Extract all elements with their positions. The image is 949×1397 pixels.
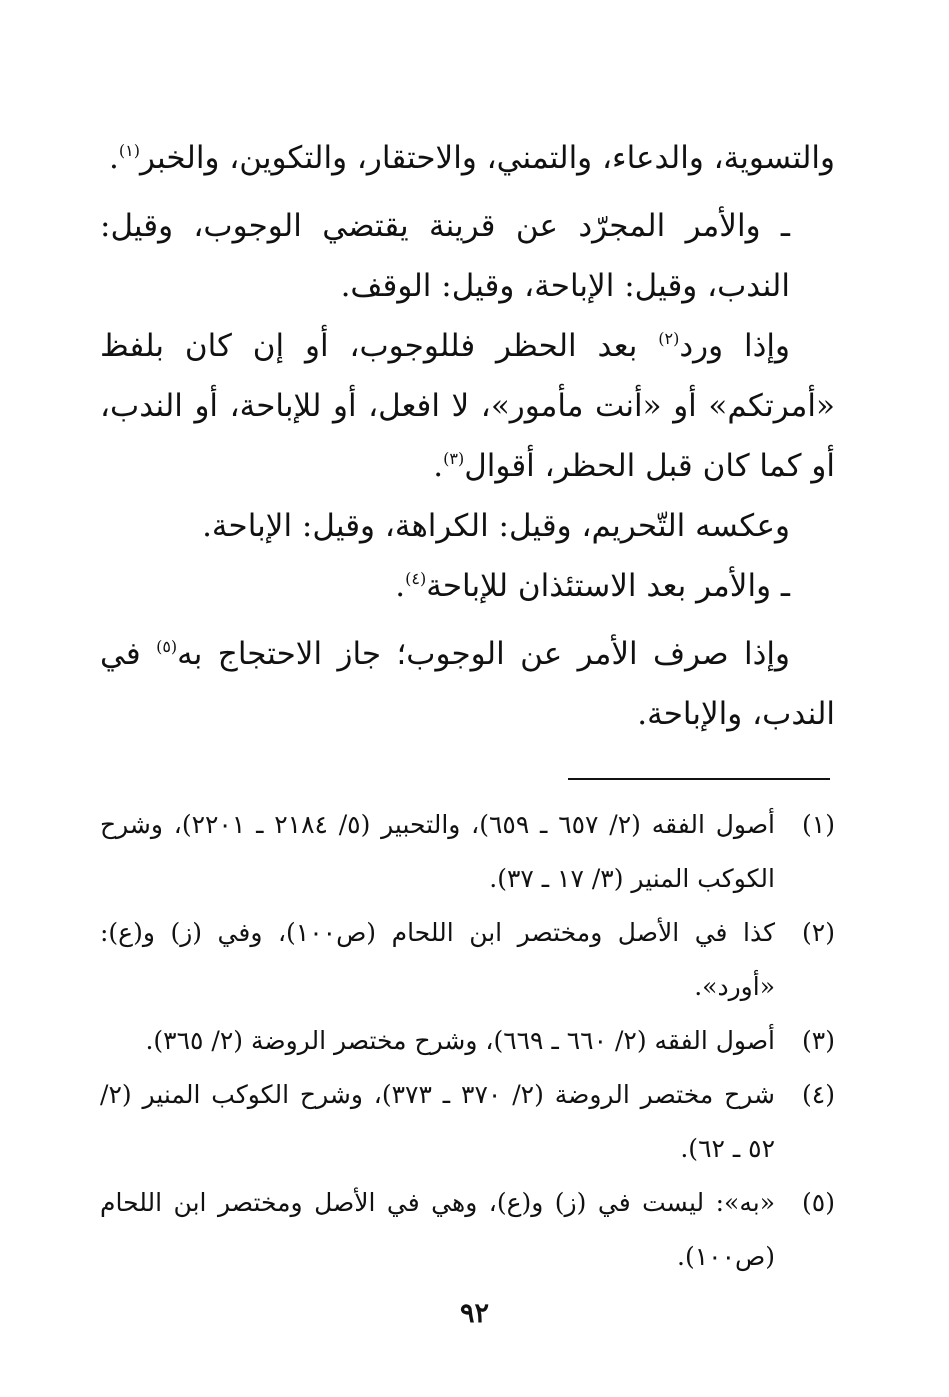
footnote-text: أصول الفقه (٢/ ٦٦٠ ـ ٦٦٩)، وشرح مختصر الروضة (٢/ ٣٦٥). — [145, 1026, 775, 1055]
paragraph-5 — [100, 556, 835, 616]
footnote-number: (٢) — [802, 918, 835, 947]
footnote-number: (٤) — [802, 1080, 835, 1109]
footnote-ref-4[interactable]: (٤) — [405, 569, 427, 588]
paragraph-2 — [100, 196, 835, 316]
paragraph-6 — [100, 624, 835, 744]
p6-text-b: في الندب، والإباحة. — [100, 636, 835, 732]
p3-text-a: وإذا ورد — [679, 328, 790, 364]
footnote-1 — [100, 798, 835, 906]
footnote-text: كذا في الأصل ومختصر ابن اللحام (ص١٠٠)، وفي (ز) و(ع): «أورد». — [100, 918, 775, 1001]
footnote-2 — [100, 906, 835, 1014]
footnote-number: (١) — [802, 810, 835, 839]
p5-end: . — [395, 568, 406, 604]
footnote-number: (٥) — [802, 1188, 835, 1217]
footnote-ref-2[interactable]: (٢) — [658, 329, 680, 348]
p3-end: . — [433, 448, 444, 484]
footnote-5 — [100, 1176, 835, 1284]
footnote-ref-1[interactable]: (١) — [118, 141, 140, 160]
p3-text-b: بعد الحظر فللوجوب، أو إن كان بلفظ «أمرتكم» أو «أنت مأمور»، لا افعل، أو للإباحة، أو الندب، أو كما كان قبل الحظر، أقوال — [100, 328, 835, 484]
footnotes — [100, 798, 835, 1284]
p6-text-a: وإذا صرف الأمر عن الوجوب؛ جاز الاحتجاج به — [177, 636, 791, 672]
p5-text: ـ والأمر بعد الاستئذان للإباحة — [426, 568, 790, 604]
footnote-separator — [568, 778, 830, 780]
footnote-ref-3[interactable]: (٣) — [443, 449, 465, 468]
main-text — [100, 128, 835, 744]
footnote-text: أصول الفقه (٢/ ٦٥٧ ـ ٦٥٩)، والتحبير (٥/ ٢١٨٤ ـ ٢٢٠١)، وشرح الكوكب المنير (٣/ ١٧ ـ ٣٧). — [100, 810, 775, 893]
p4-text: وعكسه التّحريم، وقيل: الكراهة، وقيل: الإباحة. — [202, 508, 790, 544]
footnote-text: «به»: ليست في (ز) و(ع)، وهي في الأصل ومختصر ابن اللحام (ص١٠٠). — [100, 1188, 775, 1271]
footnote-3 — [100, 1014, 835, 1068]
footnote-number: (٣) — [802, 1026, 835, 1055]
p1-end: . — [109, 140, 119, 176]
p2-text: ـ والأمر المجرّد عن قرينة يقتضي الوجوب، وقيل: الندب، وقيل: الإباحة، وقيل: الوقف. — [100, 208, 790, 304]
paragraph-3 — [100, 316, 835, 496]
footnote-text: شرح مختصر الروضة (٢/ ٣٧٠ ـ ٣٧٣)، وشرح الكوكب المنير (٢/ ٥٢ ـ ٦٢). — [100, 1080, 775, 1163]
paragraph-4 — [100, 496, 835, 556]
p1-text: والتسوية، والدعاء، والتمني، والاحتقار، والتكوين، والخبر — [139, 140, 835, 176]
paragraph-1 — [100, 128, 835, 188]
page-number: ٩٢ — [459, 1298, 489, 1329]
footnote-4 — [100, 1068, 835, 1176]
footnote-ref-5[interactable]: (٥) — [156, 637, 178, 656]
